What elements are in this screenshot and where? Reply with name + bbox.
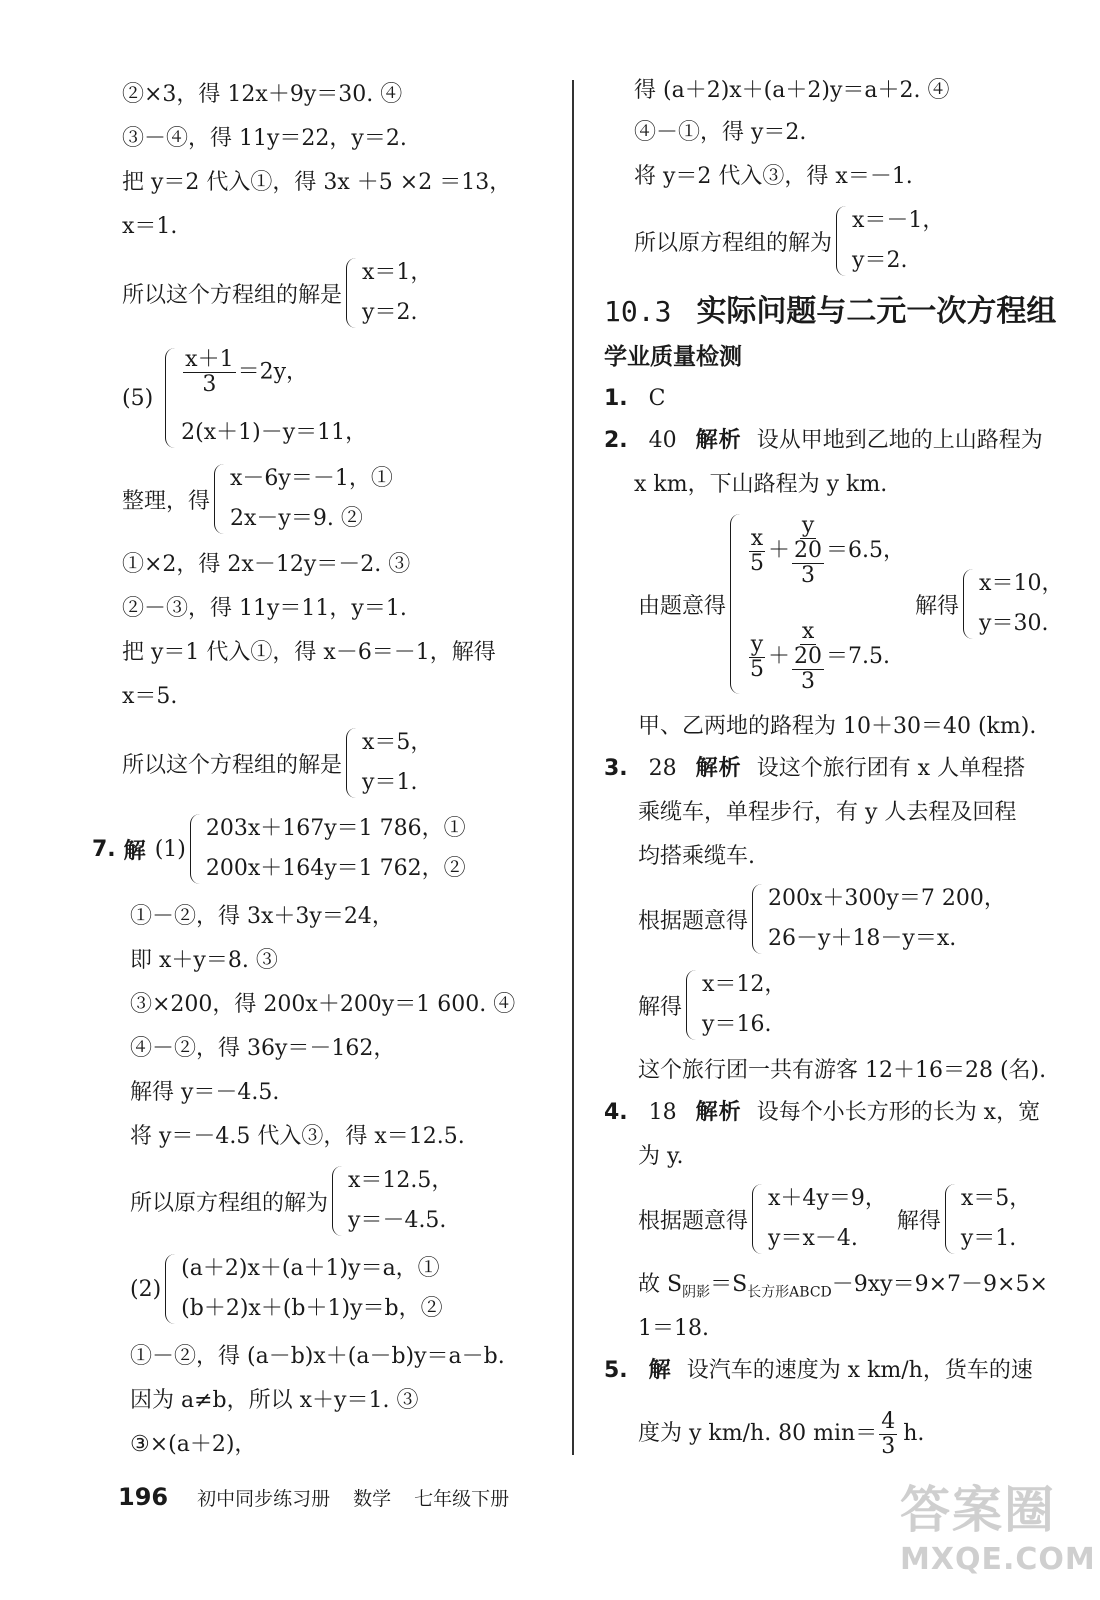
solution-system [122,258,432,328]
answer-keyword: 解 [123,838,147,864]
question-line [604,426,1043,456]
brace [836,206,846,276]
brace [165,348,175,448]
system-row: 26－y＋18－y＝x. [768,926,957,951]
line: ②×3，得 12x＋9y＝30. ④ [122,82,403,107]
equation-system [122,464,393,534]
numerator: y [750,631,764,657]
equation-text: ＝6.5， [826,538,906,563]
system-row: x－6y＝－1，① [230,466,393,491]
page-footer [118,1480,509,1516]
system-row: x＝10， [979,571,1064,596]
system-prefix: 所以原方程组的解为 [634,230,833,256]
brace [730,514,740,694]
question-number: 7. [92,836,116,862]
system-row [181,348,367,397]
subsection-heading: 学业质量检测 [604,344,742,370]
line: x km，下山路程为 y km. [634,472,888,497]
system-row: 200x＋164y＝1 762，② [205,856,466,881]
system-row: $\frac{y}{5}$ ＋ x 20 3 ＝7.5. [750,619,891,694]
item-label: (2) [130,1276,162,1302]
answer: 28 [648,756,677,781]
question-line [604,384,666,414]
line: ①×2，得 2x－12y＝－2. ③ [122,552,411,577]
system-row: x＝12.5， [348,1168,454,1193]
line: x＝1. [122,214,178,239]
system-row: x＝12， [702,972,787,997]
line: ④－①，得 y＝2. [634,120,807,145]
question-line [604,1098,1040,1128]
line: x＝5. [122,684,178,709]
denominator: 3 [801,563,816,588]
system-row: x＝－1， [852,208,945,233]
system-row: y＝2. [362,300,418,325]
formula-part: ＝S [710,1272,748,1297]
fraction [183,348,235,397]
answer: 18 [648,1100,677,1125]
fraction [748,527,766,576]
equation-text: ＝7.5. [826,644,891,669]
line: 均搭乘缆车. [638,844,755,869]
analysis-text: 设每个小长方形的长为 x，宽 [756,1100,1041,1125]
system-row: (a＋2)x＋(a＋1)y＝a，① [181,1256,440,1281]
system-prefix: 所以这个方程组的解是 [122,752,343,778]
denominator: 3 [801,669,816,694]
solution-system [122,728,432,798]
system-row: 2(x＋1)－y＝11， [181,420,368,445]
system-row: y＝16. [702,1012,772,1037]
answer: C [648,386,666,411]
brace [686,970,696,1040]
formula-part: －9xy＝9×7－9×5× [831,1272,1048,1297]
question-line [604,1356,1033,1386]
item-label: (1) [154,836,186,862]
system-prefix: 根据题意得 [638,1208,749,1234]
system-prefix: 所以这个方程组的解是 [122,282,343,308]
system-row: y＝2. [852,248,908,273]
system-row: 200x＋300y＝7 200， [768,886,1006,911]
system-row: 203x＋167y＝1 786，① [205,816,466,841]
system-row: 2x－y＝9. ② [230,506,363,531]
numerator: x＋1 [185,347,234,372]
system-prefix: 由题意得 [638,593,727,619]
equation-system [638,884,1006,954]
system-prefix: 所以原方程组的解为 [130,1190,329,1216]
fraction [792,514,824,588]
analysis-text: 设汽车的速度为 x km/h，货车的速 [686,1358,1033,1383]
line: ④－②，得 36y＝－162， [130,1036,396,1061]
line: ②－③，得 11y＝11，y＝1. [122,596,407,621]
answer-keyword: 解 [648,1358,672,1383]
analysis-keyword: 解析 [695,428,742,453]
denominator: 5 [750,656,765,682]
section-title: 实际问题与二元一次方程组 [696,294,1057,329]
line: 甲、乙两地的路程为 10＋30＝40 (km). [638,714,1037,739]
system-row: y＝1. [362,770,418,795]
line: 即 x＋y＝8. ③ [130,948,278,973]
equation-system [122,348,367,448]
line: 乘缆车，单程步行，有 y 人去程及回程 [638,800,1017,825]
line: 因为 a≠b，所以 x＋y＝1. ③ [130,1388,419,1413]
line: 这个旅行团一共有游客 12＋16＝28 (名). [638,1058,1047,1083]
denominator: 5 [750,550,765,576]
line: ③－④，得 11y＝22，y＝2. [122,126,407,151]
formula-part: 故 S [638,1272,683,1297]
line: 把 y＝2 代入①，得 3x ＋5 ×2 ＝13， [122,170,512,195]
line: ③×(a＋2)， [130,1432,257,1457]
analysis-keyword: 解析 [695,756,742,781]
solution-system [130,1166,453,1236]
text: 度为 y km/h. 80 min＝ [638,1421,878,1446]
system-row: y＝x－4. [768,1226,858,1251]
equation-system [638,1184,1031,1254]
section-heading [604,292,1056,335]
numerator: 4 [881,1408,896,1434]
denominator: 3 [881,1433,896,1459]
system-prefix: 整理，得 [122,488,211,514]
fraction [748,633,766,682]
system-row: x＝1， [362,260,433,285]
question-number: 4. [604,1100,628,1125]
question-number: 2. [604,428,628,453]
question-number: 5. [604,1358,628,1383]
book-title: 初中同步练习册 [197,1488,331,1510]
system-row: x＋4y＝9， [768,1186,887,1211]
question-number: 3. [604,756,628,781]
brace [332,1166,342,1236]
text: h. [903,1421,925,1446]
column-divider [572,80,574,1455]
fraction [792,620,824,694]
line: 把 y＝1 代入①，得 x－6＝－1，解得 [122,640,496,665]
solution-system [634,206,944,276]
watermark [900,1470,1096,1580]
line: 得 (a＋2)x＋(a＋2)y＝a＋2. ④ [634,78,950,103]
equation-system [92,814,466,884]
brace [165,1254,175,1324]
numerator: x [750,525,764,551]
speed-line [638,1408,924,1460]
equation-system [638,514,1063,694]
watermark-top: 答案圈 [900,1481,1056,1539]
fraction [879,1410,897,1459]
numerator: y [801,513,815,538]
item-label: (5) [122,385,154,411]
solution-system [638,970,786,1040]
subject: 数学 [353,1488,392,1510]
question-line [604,754,1025,784]
solve-prefix: 解得 [896,1208,941,1234]
brace [346,258,356,328]
subscript-shaded: 阴影 [682,1284,711,1301]
analysis-text: 设从甲地到乙地的上山路程为 [756,428,1043,453]
system-row: y＝30. [979,611,1049,636]
denominator: 3 [202,372,217,397]
area-formula-line [638,1270,1048,1307]
brace [963,569,973,639]
brace [752,884,762,954]
analysis-text: 设这个旅行团有 x 人单程搭 [756,756,1026,781]
numerator: x [801,619,815,644]
question-number: 1. [604,386,628,411]
line: 将 y＝－4.5 代入③，得 x＝12.5. [130,1124,465,1149]
page-number: 196 [118,1483,169,1511]
subscript-rectangle: 长方形ABCD [747,1284,832,1301]
system-prefix: 解得 [638,994,683,1020]
brace [945,1184,955,1254]
system-row: (b＋2)x＋(b＋1)y＝b，② [181,1296,443,1321]
brace [346,728,356,798]
brace [752,1184,762,1254]
line: ①－②，得 (a－b)x＋(a－b)y＝a－b. [130,1344,505,1369]
system-row: y＝－4.5. [348,1208,447,1233]
equation-text: ＝2y， [237,359,309,385]
system-row: y＝1. [960,1226,1017,1251]
line: ③×200，得 200x＋200y＝1 600. ④ [130,992,516,1017]
section-number: 10.3 [604,295,672,328]
line: 将 y＝2 代入③，得 x＝－1. [634,164,913,189]
equation-system [130,1254,443,1324]
system-row: x＝5， [960,1186,1032,1211]
system-row: x＝5， [362,730,433,755]
system-prefix: 根据题意得 [638,908,749,934]
grade: 七年级下册 [414,1488,510,1510]
analysis-keyword: 解析 [695,1100,742,1125]
numerator-inner: 20 [794,644,823,669]
answer: 40 [648,428,677,453]
line: 1＝18. [638,1316,709,1341]
brace [190,814,200,884]
solve-prefix: 解得 [915,593,960,619]
watermark-bottom: MXQE.COM [900,1542,1096,1577]
line: 解得 y＝－4.5. [130,1080,280,1105]
brace [214,464,224,534]
system-row: $\frac{x}{5}$ ＋ y 20 3 ＝6.5， [750,513,906,588]
line: ①－②，得 3x＋3y＝24， [130,904,394,929]
numerator-inner: 20 [794,538,823,563]
line: 为 y. [638,1144,684,1169]
